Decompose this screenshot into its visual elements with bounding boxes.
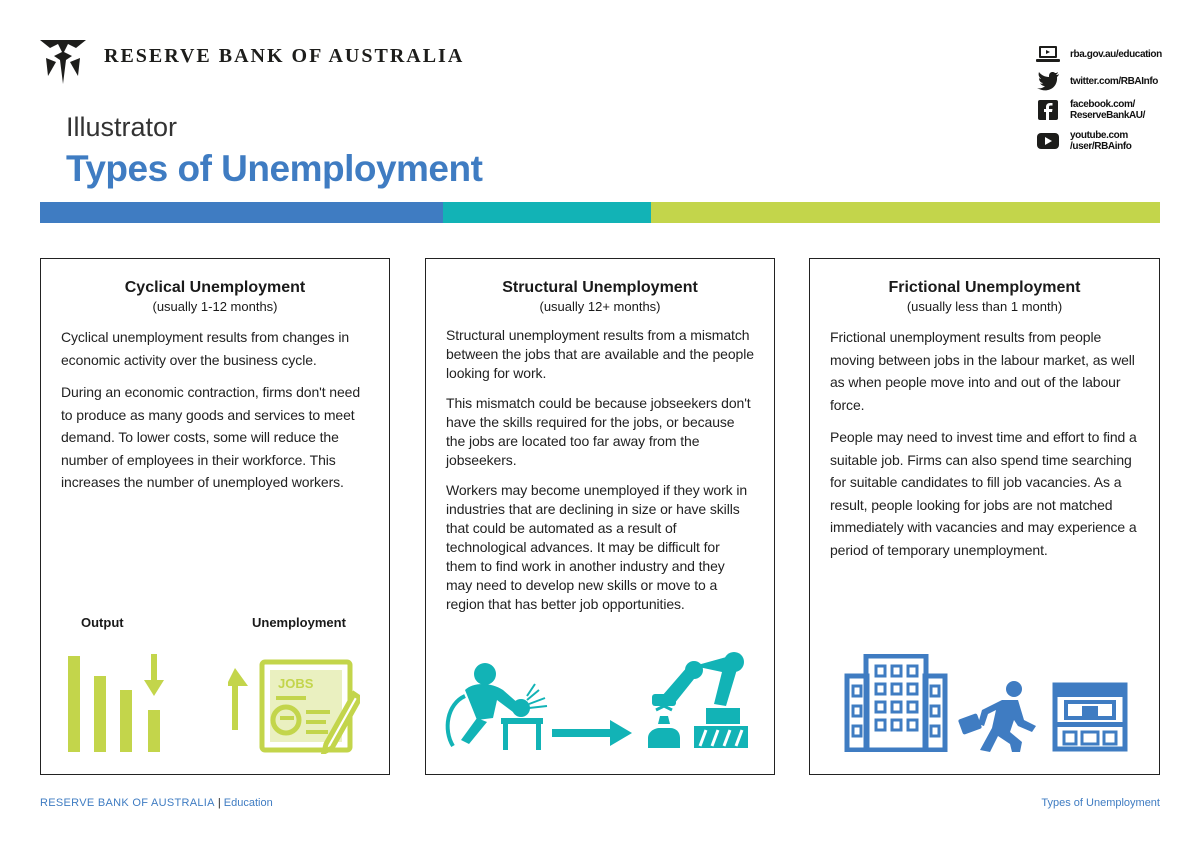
youtube-link[interactable]: youtube.com /user/RBAinfo	[1070, 130, 1132, 152]
header-stripe-green	[651, 202, 1160, 223]
panel-subtitle: (usually 12+ months)	[539, 299, 661, 314]
contact-youtube[interactable]	[1036, 126, 1176, 156]
worker-grinding-icon	[443, 660, 553, 752]
panel-subtitle: (usually less than 1 month)	[906, 299, 1063, 314]
footer-section: Education	[223, 797, 273, 809]
contact-facebook[interactable]	[1036, 95, 1176, 125]
robot-arm-icon	[640, 652, 750, 752]
panel-title: Cyclical Unemployment	[124, 279, 306, 296]
twitter-icon	[1036, 71, 1060, 91]
paragraph: Cyclical unemployment results from changes in economic activity over the business cycle.	[61, 329, 350, 368]
footer-separator: |	[214, 797, 224, 809]
doc-kicker: Illustrator	[66, 112, 178, 142]
paragraph: This mismatch could be because jobseekers don't have the skills required for the jobs, or because the jobs are located too far away from the jobseekers.	[446, 395, 751, 468]
jobs-text: JOBS	[278, 676, 314, 691]
contact-links	[1036, 41, 1176, 157]
person-with-briefcase-icon	[958, 680, 1042, 754]
office-building-icon	[844, 654, 948, 752]
facebook-icon	[1036, 100, 1060, 120]
header-stripe-teal	[443, 202, 651, 223]
paragraph: Frictional unemployment results from people moving between jobs in the labour market, as well as when people move into and out of the labour force.	[830, 329, 1135, 413]
contact-twitter[interactable]	[1036, 68, 1176, 94]
footer-right: Types of Unemployment	[1041, 797, 1160, 809]
panel-title: Structural Unemployment	[502, 279, 698, 296]
panel-subtitle: (usually 1-12 months)	[152, 299, 278, 314]
output-falling-bars-icon	[66, 650, 172, 754]
facebook-link[interactable]: facebook.com/ ReserveBankAU/	[1070, 99, 1145, 121]
laptop-icon	[1036, 44, 1060, 64]
org-name: RESERVE BANK OF AUSTRALIA	[104, 45, 465, 67]
youtube-icon	[1036, 131, 1060, 151]
contact-website[interactable]	[1036, 41, 1176, 67]
storefront-icon	[1052, 682, 1128, 752]
rba-logo-icon	[38, 38, 88, 86]
jobs-newspaper-icon	[228, 658, 360, 754]
header-stripe-blue	[40, 202, 443, 223]
paragraph: Workers may become unemployed if they work in industries that are declining in size or have skills that could be automated as a result of technological advances. It may be difficult for them to find work in another industry and they may need to develop new skills or move to a region that has better job opportunities.	[446, 482, 748, 612]
output-label: Output	[81, 615, 124, 630]
footer-org: RESERVE BANK OF AUSTRALIA	[40, 797, 215, 809]
paragraph: Structural unemployment results from a mismatch between the jobs that are available and the people looking for work.	[446, 327, 754, 381]
panel-title: Frictional Unemployment	[888, 279, 1081, 296]
arrow-right-icon	[552, 720, 632, 746]
website-link[interactable]: rba.gov.au/education	[1070, 48, 1162, 60]
page-title: Types of Unemployment	[66, 148, 483, 189]
footer-left	[40, 797, 273, 809]
unemployment-label: Unemployment	[252, 615, 346, 630]
twitter-link[interactable]: twitter.com/RBAInfo	[1070, 75, 1158, 87]
paragraph: During an economic contraction, firms don't need to produce as many goods and services to meet demand. To lower costs, some will reduce the number of employees in their workforce. This increases the number of unemployed workers.	[61, 384, 361, 490]
paragraph: People may need to invest time and effort to find a suitable job. Firms can also spend time searching for suitable candidates to fill job vacancies. As a result, people looking for jobs are not matched immediately with vacancies and may experience a period of temporary unemployment.	[830, 429, 1137, 558]
